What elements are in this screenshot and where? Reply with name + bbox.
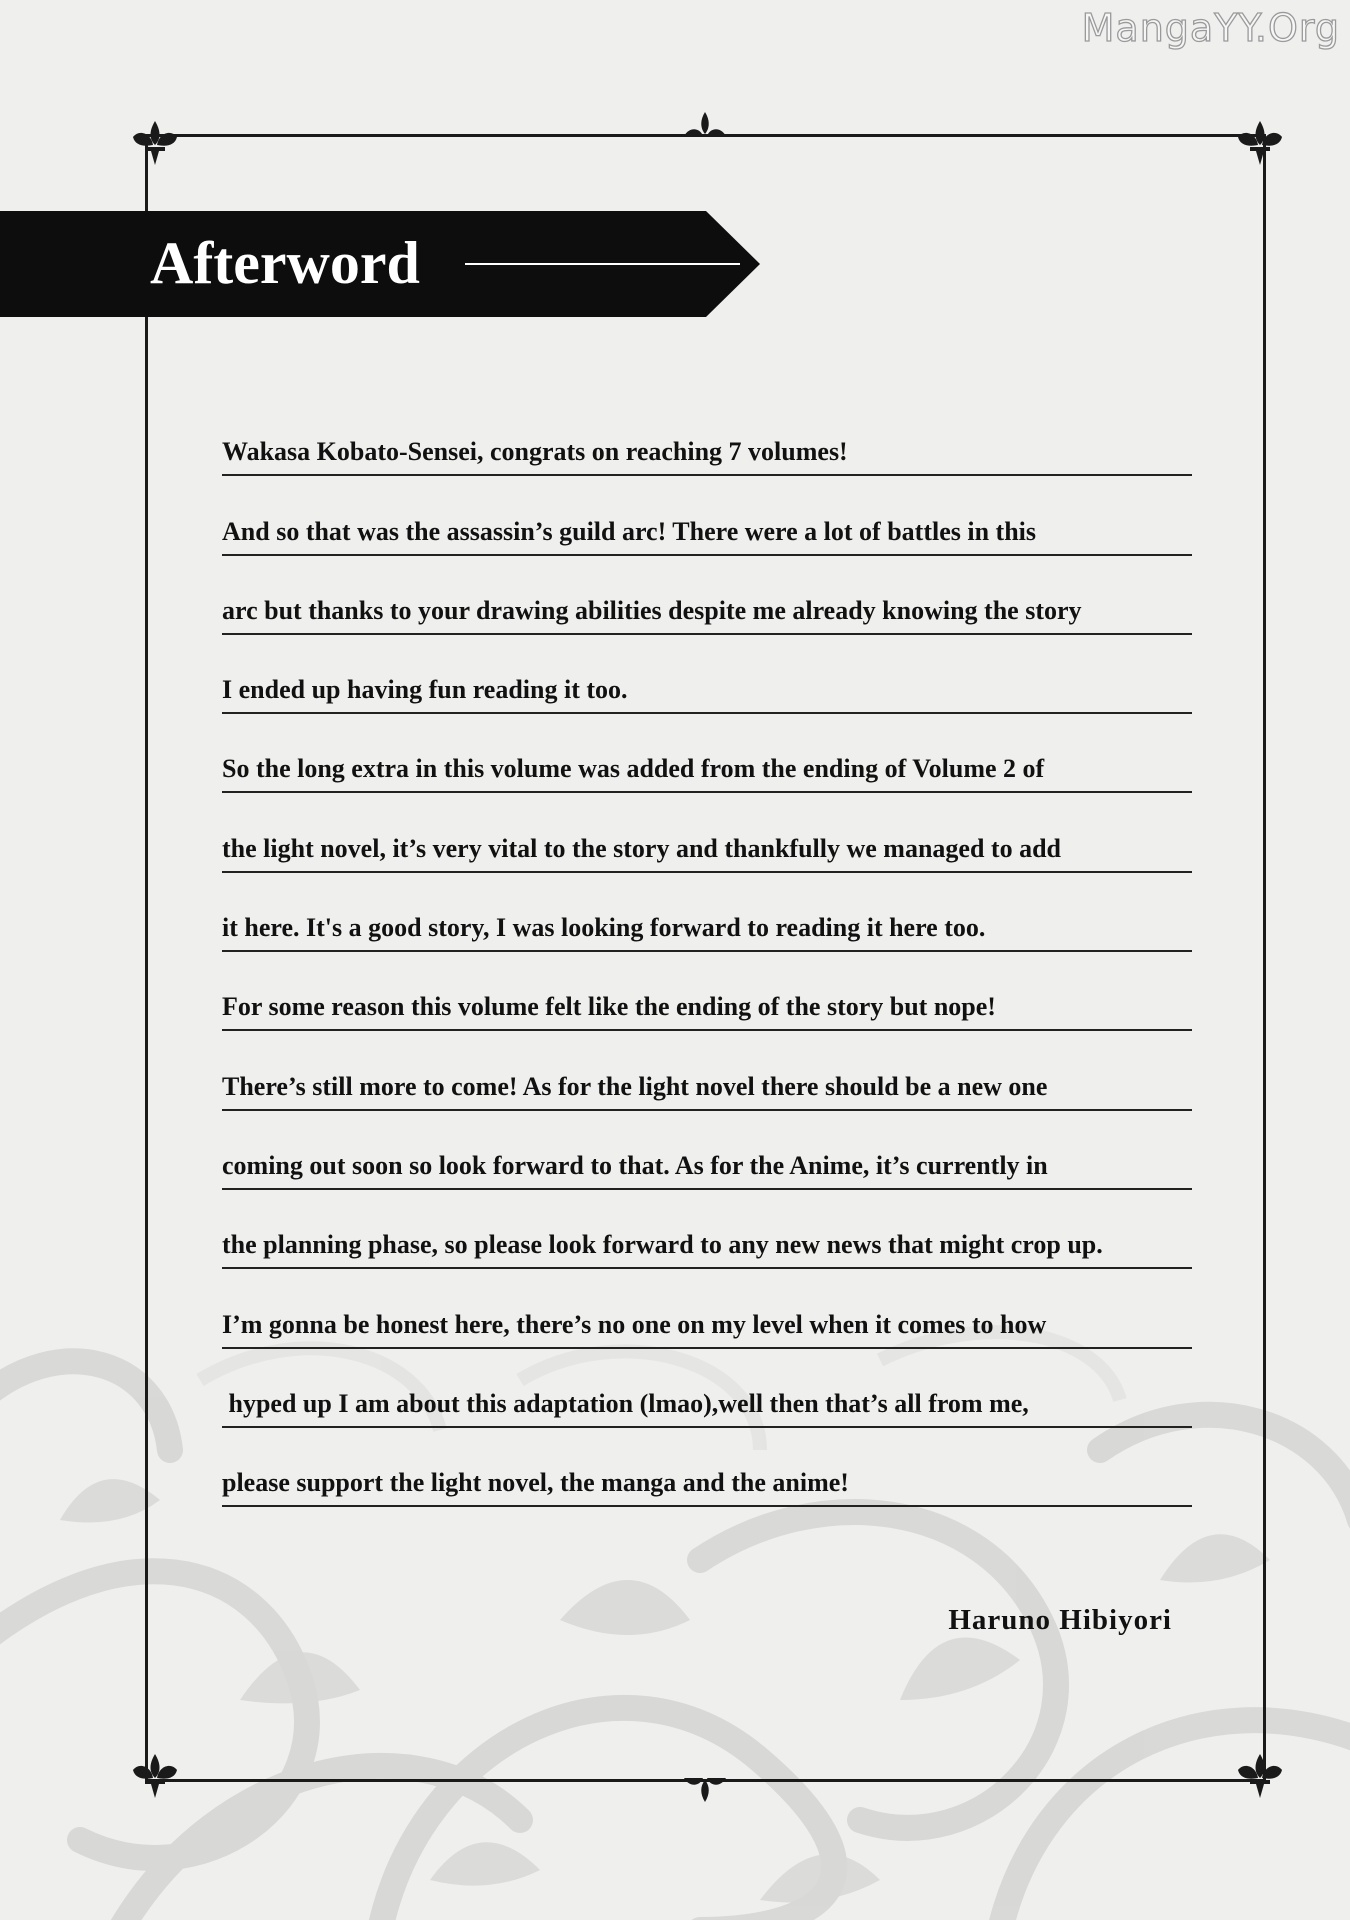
afterword-body [222,398,1232,1508]
text-line [222,1270,1232,1349]
text-line [222,398,1232,477]
ruled-line [222,474,1192,476]
text-line [222,1429,1232,1508]
ruled-line [222,791,1192,793]
tulip-ornament-icon [680,1770,730,1804]
text-line [222,794,1232,873]
text-line-content: For some reason this volume felt like the ending of the story but nope! [222,992,996,1022]
text-line-content: the planning phase, so please look forward to any new news that might crop up. [222,1230,1103,1260]
text-line-content: coming out soon so look forward to that. As for the Anime, it’s currently in [222,1150,1048,1180]
text-line-content: And so that was the assassin’s guild arc! There were a lot of battles in this [222,516,1036,546]
text-line [222,557,1232,636]
text-line-content: So the long extra in this volume was added from the ending of Volume 2 of [222,754,1045,784]
author-signature: Haruno Hibiyori [948,1604,1172,1636]
text-line [222,636,1232,715]
text-line [222,1112,1232,1191]
text-line-content: I ended up having fun reading it too. [222,675,628,705]
ruled-line [222,1267,1192,1269]
ruled-line [222,554,1192,556]
fleur-de-lis-icon [1230,1750,1290,1806]
text-line [222,1350,1232,1429]
text-line-content: please support the light novel, the manga and the anime! [222,1468,849,1498]
text-line-content: hyped up I am about this adaptation (lmao),well then that’s all from me, [222,1388,1029,1418]
site-watermark: MangaYY.Org [1081,6,1340,50]
ruled-line [222,712,1192,714]
text-line-content: the light novel, it’s very vital to the story and thankfully we managed to add [222,833,1061,863]
ruled-line [222,1347,1192,1349]
fleur-de-lis-icon [1230,117,1290,173]
text-line-content: it here. It's a good story, I was looking forward to reading it here too. [222,913,986,943]
text-line-content: I’m gonna be honest here, there’s no one on my level when it comes to how [222,1309,1047,1339]
text-line [222,715,1232,794]
page-title: Afterword [150,230,420,296]
tulip-ornament-icon [680,110,730,144]
text-line-content: arc but thanks to your drawing abilities despite me already knowing the story [222,595,1082,625]
text-line-content: Wakasa Kobato-Sensei, congrats on reaching 7 volumes! [222,437,848,467]
text-line [222,477,1232,556]
text-line [222,1191,1232,1270]
text-line [222,953,1232,1032]
text-line [222,1032,1232,1111]
fleur-de-lis-icon [125,117,185,173]
text-line-content: There’s still more to come! As for the light novel there should be a new one [222,1071,1048,1101]
ruled-line [222,950,1192,952]
text-line [222,874,1232,953]
fleur-de-lis-icon [125,1750,185,1806]
ruled-line [222,1505,1192,1507]
ruled-line [222,1029,1192,1031]
ruled-line [222,871,1192,873]
ruled-line [222,1188,1192,1190]
ruled-line [222,1426,1192,1428]
ruled-line [222,1109,1192,1111]
ruled-line [222,633,1192,635]
